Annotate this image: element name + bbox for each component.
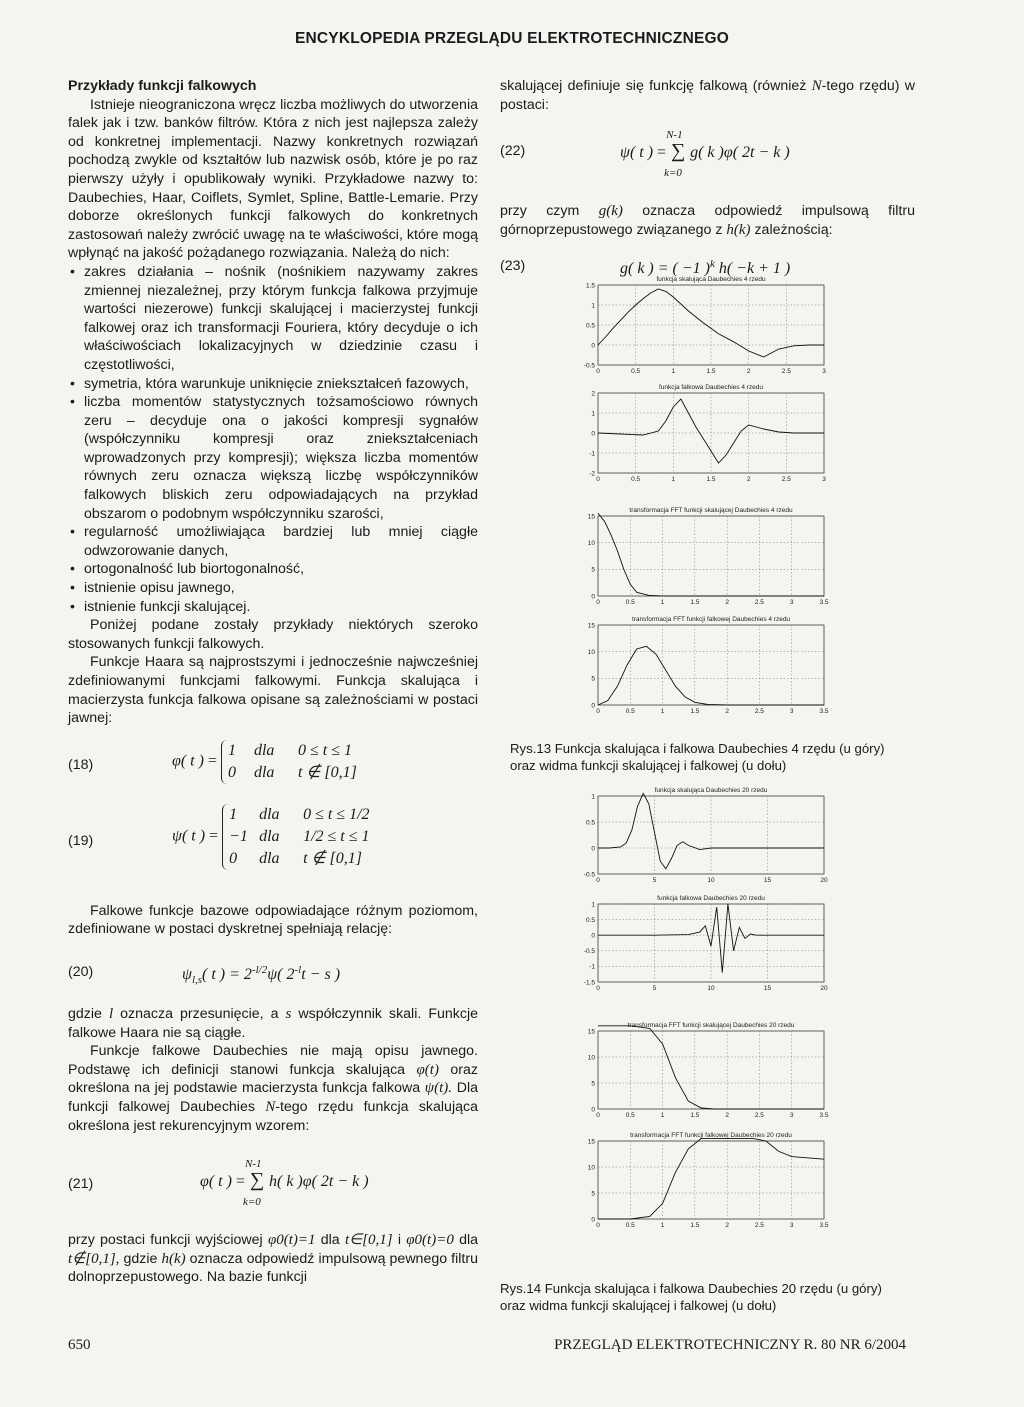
x-tick-label: 5 [652, 985, 657, 992]
series-line [598, 1138, 824, 1219]
eq-rhs: h( k )φ( 2t − k ) [268, 1173, 369, 1191]
y-tick-label: 0.5 [585, 916, 595, 924]
y-tick-label: 0.5 [585, 322, 595, 330]
x-tick-label: 3.5 [819, 1222, 829, 1229]
exponent: k [710, 258, 715, 271]
equation-number: (22) [500, 143, 526, 160]
right-column [500, 77, 915, 291]
chart-title: transformacja FFT funkcji falkowej Daubechies 4 rzedu [631, 616, 791, 623]
equation-number: (20) [68, 963, 94, 980]
paragraph-basis: Falkowe funkcje bazowe odpowiadające różnym poziomom, zdefiniowane w postaci dyskretnej spełniają relację: [68, 902, 478, 938]
x-tick-label: 2.5 [754, 599, 764, 606]
x-tick-label: 0 [596, 476, 600, 483]
list-item: • symetria, która warunkuje uniknięcie zniekształceń fazowych, [68, 375, 478, 394]
list-item: • ortogonalność lub biortogonalność, [68, 560, 478, 579]
y-tick-label: 1 [591, 901, 595, 909]
y-tick-label: -1 [589, 450, 595, 458]
x-tick-label: 3 [822, 368, 826, 375]
cases-brace [221, 740, 357, 784]
y-tick-label: -1 [589, 963, 595, 971]
equation-22 [500, 122, 915, 184]
equals-sign: = [209, 827, 219, 845]
y-tick-label: 15 [587, 622, 595, 630]
sum-operator: N-1 ∑ k=0 [242, 1158, 265, 1209]
list-item: • istnienie funkcji skalującej. [68, 598, 478, 617]
x-tick-label: 2 [725, 708, 729, 715]
x-tick-label: 1 [671, 368, 676, 375]
x-tick-label: 0.5 [625, 1222, 635, 1229]
x-tick-label: 0 [596, 599, 600, 606]
x-tick-label: 1 [660, 1222, 665, 1229]
y-tick-label: -1.5 [583, 979, 595, 987]
case-dla: dla [259, 827, 280, 845]
x-tick-label: 2 [725, 1222, 729, 1229]
x-tick-label: 2.5 [781, 368, 791, 375]
case-condition: 0 ≤ t ≤ 1 [297, 741, 352, 759]
chart-title: transformacja FFT funkcji skalującej Daubechies 20 rzedu [627, 1022, 795, 1029]
y-tick-label: 0 [591, 845, 595, 853]
psi-symbol: ψ( t ) [172, 827, 206, 845]
equation-number: (19) [68, 832, 94, 849]
x-tick-label: 15 [763, 985, 772, 992]
x-tick-label: 3.5 [819, 708, 829, 715]
paragraph-haar: Funkcje Haara są najprostszymi i jednocześnie najwcześniej zdefiniowanymi funkcjami falkowymi. Funkcja skalująca i macierzysta funkcja falkowa opisane są zależnościami w postaci jawnej: [68, 654, 478, 727]
equation-number: (23) [500, 258, 526, 275]
x-tick-label: 0 [596, 708, 600, 715]
x-tick-label: 10 [707, 877, 715, 884]
x-tick-label: 10 [707, 985, 715, 992]
sum-operator: N-1 ∑ k=0 [664, 129, 686, 180]
x-tick-label: 2.5 [781, 476, 791, 483]
chart-title: funkcja falkowa Daubechies 20 rzedu [657, 895, 765, 902]
y-tick-label: 10 [587, 648, 595, 656]
equation-body [172, 804, 370, 870]
case-dla: dla [253, 741, 275, 759]
case-value: 1 [227, 741, 236, 759]
y-tick-label: 5 [591, 675, 595, 683]
equation-21 [68, 1149, 478, 1221]
equals-sign: = [657, 144, 667, 162]
chart-frame [598, 1031, 824, 1109]
phi-symbol: φ( t ) [172, 752, 204, 770]
x-tick-label: 1 [660, 708, 665, 715]
eq-end: t − s ) [301, 965, 341, 983]
paragraph-daubechies: Funkcje falkowe Daubechies nie mają opisu jawnego. Podstawę ich definicji stanowi funkcja skalująca φ(t) oraz określona na jej podstawie macierzysta funkcja falkowa ψ(t). Dla funkcji falkowej Daubechies N-tego rzędu funkcja skalująca określona jest rekurencyjnym wzorem: [68, 1043, 478, 1134]
x-tick-label: 3 [789, 599, 794, 606]
equals-sign: = [235, 1173, 245, 1191]
left-column [68, 77, 478, 1287]
y-tick-label: -2 [589, 470, 595, 478]
x-tick-label: 2.5 [754, 708, 764, 715]
x-tick-label: 15 [763, 877, 772, 884]
y-tick-label: 1 [591, 302, 595, 310]
properties-list [68, 263, 478, 616]
paragraph-highpass: przy czym g(k) oznacza odpowiedź impulsową filtru górnoprzepustowego związanego z h(k) zależnością: [500, 203, 915, 238]
chart-title: transformacja FFT funkcji falkowej Daubechies 20 rzedu [630, 1132, 792, 1139]
journal-footer: PRZEGLĄD ELEKTROTECHNICZNY R. 80 NR 6/2004 [554, 1337, 906, 1353]
x-tick-label: 1.5 [690, 1112, 700, 1119]
psi-symbol: ψ( t ) [620, 144, 654, 162]
chart-frame [598, 625, 824, 705]
x-tick-label: 1.5 [690, 1222, 700, 1229]
x-tick-label: 0.5 [625, 708, 635, 715]
series-line [598, 904, 824, 973]
case-condition: t ∉ [0,1] [303, 849, 362, 867]
y-tick-label: 0 [591, 702, 595, 710]
running-header: ENCYKLOPEDIA PRZEGLĄDU ELEKTROTECHNICZNEGO [294, 30, 730, 47]
y-tick-label: 0 [591, 932, 595, 940]
y-tick-label: 15 [587, 513, 595, 521]
x-tick-label: 5 [652, 877, 657, 884]
list-item: • istnienie opisu jawnego, [68, 579, 478, 598]
cases-brace [222, 804, 369, 870]
y-tick-label: 2 [591, 390, 595, 398]
paragraph-where: gdzie l oznacza przesunięcie, a s współczynnik skali. Funkcje falkowe Haara nie są ciągłe. [68, 1005, 478, 1041]
x-tick-label: 1.5 [690, 599, 700, 606]
list-item: • regularność umożliwiająca bardziej lub mniej ciągłe odwzorowanie danych, [68, 523, 478, 560]
eq-psi: ψ( 2 [267, 965, 295, 983]
equation-number: (18) [68, 756, 94, 773]
x-tick-label: 20 [820, 985, 828, 992]
x-tick-label: 1 [660, 599, 665, 606]
series-line [598, 646, 824, 705]
case-value: 0 [229, 849, 238, 867]
case-value: 0 [227, 763, 236, 781]
equation-18 [68, 740, 478, 794]
page-number: 650 [68, 1337, 91, 1353]
y-tick-label: 1 [591, 410, 595, 418]
y-tick-label: 0.5 [585, 819, 595, 827]
x-tick-label: 0.5 [631, 476, 641, 483]
y-tick-label: -0.5 [583, 362, 595, 370]
paragraph-examples: Poniżej podane zostały przykłady niektórych szeroko stosowanych funkcji falkowych. [68, 617, 478, 652]
y-tick-label: 10 [587, 1164, 595, 1172]
x-tick-label: 3.5 [819, 599, 829, 606]
x-tick-label: 0.5 [631, 368, 641, 375]
x-tick-label: 3 [789, 1222, 794, 1229]
chart-title: transformacja FFT funkcji skalującej Daubechies 4 rzedu [629, 507, 793, 514]
x-tick-label: 3.5 [819, 1112, 829, 1119]
equation-20 [68, 951, 478, 999]
y-tick-label: 5 [591, 1080, 595, 1088]
y-tick-label: -0.5 [583, 871, 595, 879]
equation-number: (21) [68, 1176, 94, 1193]
x-tick-label: 2.5 [754, 1222, 764, 1229]
x-tick-label: 3 [822, 476, 826, 483]
y-tick-label: 5 [591, 566, 595, 574]
equation-body [172, 740, 357, 784]
chart-frame [598, 516, 824, 596]
y-tick-label: 1.5 [585, 282, 595, 290]
y-tick-label: 0 [591, 593, 595, 601]
y-tick-label: -0.5 [583, 948, 595, 956]
case-value: −1 [229, 827, 248, 845]
y-tick-label: 0 [591, 1106, 595, 1114]
chart-title: funkcja skalująca Daubechies 4 rzedu [656, 276, 766, 283]
chart-title: funkcja skalująca Daubechies 20 rzedu [654, 787, 768, 794]
x-tick-label: 0.5 [625, 1112, 635, 1119]
chart-title: funkcja falkowa Daubechies 4 rzedu [658, 384, 764, 391]
x-tick-label: 1.5 [706, 368, 716, 375]
x-tick-label: 2 [746, 368, 751, 375]
equation-body [620, 129, 790, 180]
x-tick-label: 0.5 [625, 599, 635, 606]
y-tick-label: 0 [591, 1216, 595, 1224]
x-tick-label: 3 [789, 708, 794, 715]
x-tick-label: 0 [596, 877, 600, 884]
y-tick-label: 0 [591, 342, 595, 350]
x-tick-label: 2 [746, 476, 751, 483]
y-tick-label: 10 [587, 1054, 595, 1062]
eq-lhs: g( k ) = ( −1 ) [620, 260, 711, 278]
equation-body [200, 1158, 369, 1209]
case-condition: t ∉ [0,1] [297, 763, 357, 781]
phi-symbol: φ( t ) [200, 1173, 232, 1191]
x-tick-label: 1 [660, 1112, 665, 1119]
figure-caption-13: Rys.13 Funkcja skalująca i falkowa Daubechies 4 rzędu (u góry) oraz widma funkcji skalującej i falkowej (u dołu) [510, 741, 885, 773]
x-tick-label: 0 [596, 985, 600, 992]
case-dla: dla [253, 763, 275, 781]
x-tick-label: 1.5 [706, 476, 716, 483]
x-tick-label: 0 [596, 368, 600, 375]
x-tick-label: 1 [671, 476, 676, 483]
equation-body [182, 961, 340, 990]
x-tick-label: 0 [596, 1222, 600, 1229]
case-dla: dla [259, 805, 280, 823]
case-condition: 1/2 ≤ t ≤ 1 [303, 827, 370, 845]
y-tick-label: 10 [587, 539, 595, 547]
exponent: -l [294, 963, 302, 976]
psi-symbol: ψ [182, 965, 192, 983]
chart-frame [598, 1141, 824, 1219]
y-tick-label: 15 [587, 1028, 595, 1036]
y-tick-label: 5 [591, 1190, 595, 1198]
case-dla: dla [259, 849, 280, 867]
subscript: l,s [191, 973, 203, 986]
case-condition: 0 ≤ t ≤ 1/2 [303, 805, 370, 823]
series-line [598, 1026, 824, 1109]
list-item: • zakres działania – nośnik (nośnikiem nazywamy zakres zmiennej niezależnej, przy którym funkcja falkowa przyjmuje wartości niezerowe) funkcji skalującej i macierzystej funkcji falkowej oraz ich transformacji Fouriera, który decyduje o ich właściwościach lokalizacyjnych w dziedzinie czasu i częstotliwości, [68, 263, 478, 375]
x-tick-label: 20 [820, 877, 828, 884]
x-tick-label: 1.5 [690, 708, 700, 715]
x-tick-label: 2.5 [754, 1112, 764, 1119]
paragraph-initial: przy postaci funkcji wyjściowej φ0(t)=1 dla t∈[0,1] i φ0(t)=0 dla t∉[0,1], gdzie h(k) oznacza odpowiedź impulsową pewnego filtru dolnoprzepustowego. Na bazie funkcji [68, 1232, 478, 1286]
equation-19 [68, 804, 478, 884]
list-item: • liczba momentów statystycznych tożsamościowo równych zeru – decyduje ona o jakości kompresji sygnałów (współczynniku kompresji oraz zniekształceniach wprowadzonych przy kompresji); większa liczba momentów równych zeru oznacza większą liczbę współczynników falkowych bliskich zeru odpowiadających na przykład obszarom o podobnym współczynniku szarości, [68, 393, 478, 523]
eq-rhs: h( −k + 1 ) [714, 260, 791, 278]
figure-caption-14: Rys.14 Funkcja skalująca i falkowa Daubechies 20 rzędu (u góry) oraz widma funkcji skalującej i falkowej (u dołu) [500, 1281, 882, 1313]
x-tick-label: 2 [725, 599, 729, 606]
series-line [598, 513, 824, 596]
exponent: -l/2 [251, 963, 268, 976]
case-value: 1 [229, 805, 238, 823]
eq-rhs: g( k )φ( 2t − k ) [690, 144, 790, 162]
eq-mid: ( t ) = 2 [202, 965, 252, 983]
y-tick-label: 0 [591, 430, 595, 438]
paragraph-wavelet-def: skalującej definiuje się funkcję falkową (również N-tego rzędu) w postaci: [500, 78, 915, 113]
y-tick-label: 15 [587, 1138, 595, 1146]
paragraph-intro: Istnieje nieograniczona wręcz liczba możliwych do utworzenia falek jak i tzw. banków filtrów. Która z nich jest najlepsza zależy od konkretnej implementacji. Nazwy konkretnych rozwiązań pochodzą zwykle od kształtów lub nazwisk osób, które je po raz pierwszy użyły i opublikowały wyniki. Przykładowe nazwy to: Daubechies, Haar, Coiflets, Symlet, Spline, Battle-Lemarie. Przy doborze określonych funkcji falkowych do konkretnych zastosowań należy zwrócić uwagę na te właściwości, które mogą wpłynąć na jakość pożądanego rozwiązania. Należą do nich: [68, 96, 478, 262]
x-tick-label: 0 [596, 1112, 600, 1119]
x-tick-label: 3 [789, 1112, 794, 1119]
equals-sign: = [207, 752, 217, 770]
x-tick-label: 2 [725, 1112, 729, 1119]
section-title: Przykłady funkcji falkowych [68, 78, 257, 94]
y-tick-label: 1 [591, 793, 595, 801]
